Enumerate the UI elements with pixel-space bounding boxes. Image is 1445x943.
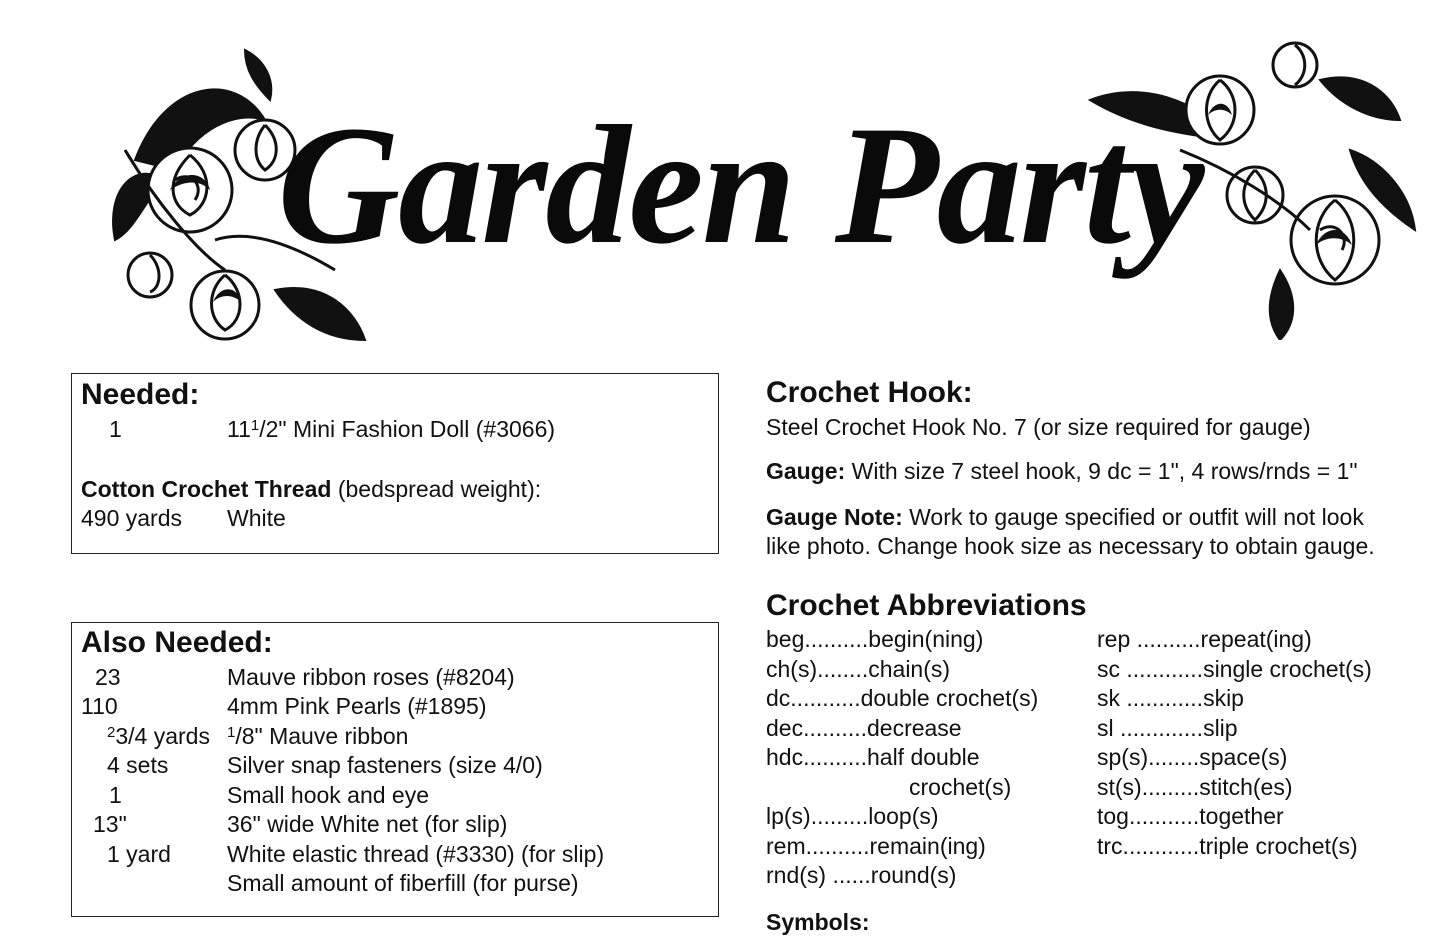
- list-item: sc ............single crochet(s): [1097, 655, 1372, 682]
- thread-label: Cotton Crochet Thread: [81, 476, 332, 502]
- needed-heading: Needed:: [81, 378, 200, 411]
- gauge-text: With size 7 steel hook, 9 dc = 1", 4 rows/rnds = 1": [845, 458, 1358, 484]
- needed-box: [71, 373, 719, 554]
- list-item: crochet(s): [909, 773, 1012, 800]
- thread-quantity: 490 yards: [81, 505, 183, 531]
- list-item: dec..........decrease: [766, 714, 962, 741]
- list-item: tog...........together: [1097, 803, 1284, 829]
- list-item: st(s).........stitch(es): [1097, 773, 1293, 800]
- doll-quantity: 1: [109, 416, 122, 442]
- thread-note: (bedspread weight):: [331, 476, 542, 502]
- crochet-hook-heading: Crochet Hook:: [766, 376, 973, 409]
- list-item: rem..........remain(ing): [766, 832, 986, 859]
- gauge-note-line: [766, 503, 1364, 531]
- list-item: sl .............slip: [1097, 714, 1238, 741]
- page-title: Garden Party: [277, 91, 1203, 279]
- doll-description: $11^1/2$" Mini Fashion Doll (#3066): [227, 416, 556, 442]
- gauge-label: Gauge:: [766, 458, 846, 484]
- list-item: sk ............skip: [1097, 685, 1244, 711]
- list-item: rnd(s) ......round(s): [766, 862, 957, 888]
- crochet-hook-text: Steel Crochet Hook No. 7 (or size required for gauge): [766, 414, 1311, 440]
- list-item: rep ..........repeat(ing): [1097, 626, 1312, 652]
- gauge-line: [766, 457, 1358, 485]
- symbols-heading: Symbols:: [766, 909, 870, 935]
- abbreviations-heading: Crochet Abbreviations: [766, 589, 1087, 622]
- gauge-note-text: Work to gauge specified or outfit will not look: [902, 504, 1364, 530]
- thread-line: [81, 475, 541, 503]
- list-item: lp(s).........loop(s): [766, 803, 939, 829]
- abbreviations-right-column: [1097, 625, 1372, 861]
- gauge-note-label: Gauge Note:: [766, 504, 903, 530]
- list-item: hdc..........half double: [766, 744, 980, 770]
- list-item: trc............triple crochet(s): [1097, 832, 1358, 859]
- list-item: sp(s)........space(s): [1097, 744, 1288, 770]
- gauge-note-continued: like photo. Change hook size as necessary to obtain gauge.: [766, 533, 1375, 559]
- abbreviations-left-column: [766, 625, 1038, 891]
- thread-color: White: [227, 505, 286, 531]
- list-item: beg..........begin(ning): [766, 626, 984, 652]
- also-needed-heading: Also Needed:: [81, 626, 273, 659]
- list-item: ch(s)........chain(s): [766, 655, 951, 682]
- also-needed-box: Also Needed: 23 Mauve ribbon roses (#8204) 110 4mm Pink Pearls (#1895) $^2$3/4 yards $^1$/8" Mauve ribbon 4 sets Silver snap fasteners (size 4/0) 1 Small hook and eye 13" 36" wide White net (for slip) 1 yard White elastic thread (#3330) (for slip) Small amount of fiberfill (for purse): [71, 622, 719, 917]
- list-item: dc...........double crochet(s): [766, 685, 1039, 711]
